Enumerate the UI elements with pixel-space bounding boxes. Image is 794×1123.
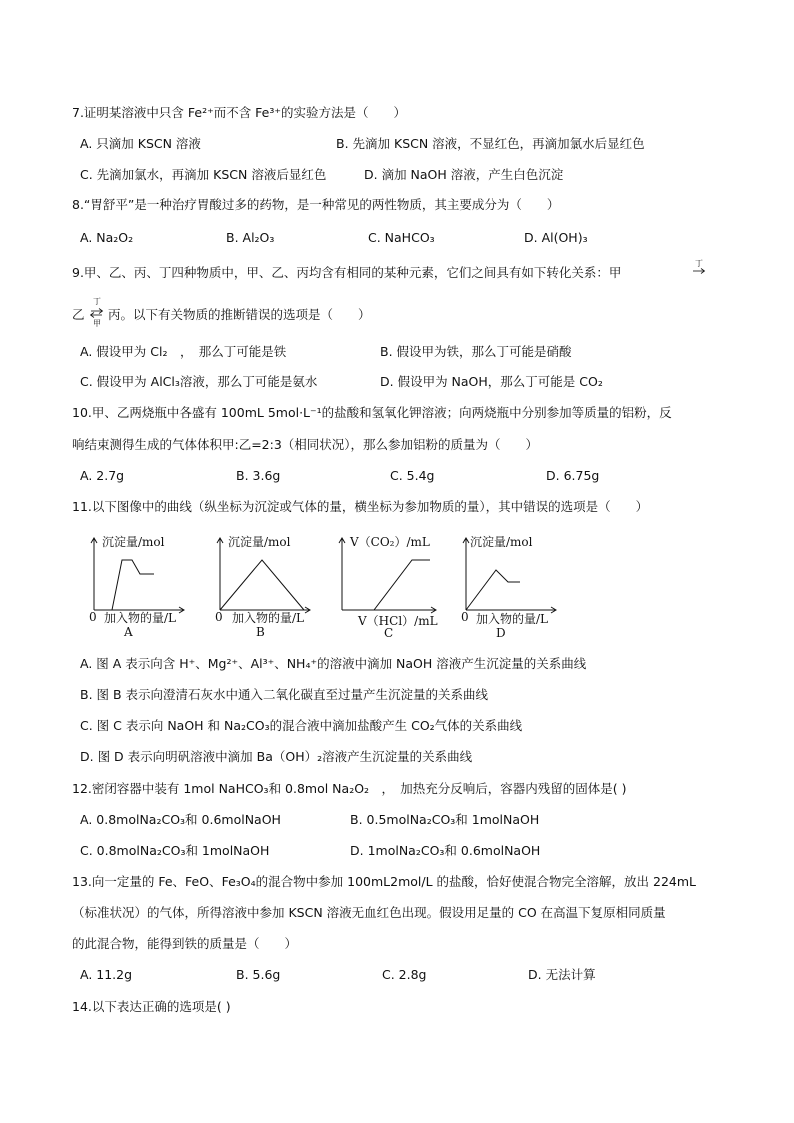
- arrow-1: [692, 258, 706, 280]
- q9-option-d: D. 假设甲为 NaOH，那么丁可能是 CO₂: [380, 374, 603, 389]
- q13-option-c: C. 2.8g: [382, 967, 427, 982]
- graph-c: [336, 530, 466, 642]
- q7-option-c: C. 先滴加氯水，再滴加 KSCN 溶液后显红色: [80, 167, 327, 182]
- graph-d-ylabel: 沉淀量/mol: [470, 535, 533, 549]
- graph-b-origin: 0: [215, 610, 223, 624]
- arrow-2-top-label: 丁: [93, 297, 101, 306]
- q8-option-b: B. Al₂O₃: [226, 230, 275, 245]
- arrow-2: [90, 296, 104, 332]
- graph-d: [456, 530, 586, 642]
- q10-option-c: C. 5.4g: [390, 468, 435, 483]
- q12-option-b: B. 0.5molNa₂CO₃和 1molNaOH: [350, 812, 540, 827]
- q12-option-d: D. 1molNa₂CO₃和 0.6molNaOH: [350, 843, 541, 858]
- q9-option-a: A. 假设甲为 Cl₂ ， 那么丁可能是铁: [80, 344, 287, 359]
- question-7-stem: 7.证明某溶液中只含 Fe²⁺而不含 Fe³⁺的实验方法是（ ）: [72, 105, 406, 120]
- graph-a-xlabel: 加入物的量/L: [104, 611, 177, 625]
- question-11-stem: 11.以下图像中的曲线（纵坐标为沉淀或气体的量，横坐标为参加物质的量），其中错误的选项是（ ）: [72, 499, 649, 514]
- graph-c-xlabel: V（HCl）/mL: [358, 614, 438, 628]
- q10-option-a: A. 2.7g: [80, 468, 125, 483]
- q8-option-a: A. Na₂O₂: [80, 230, 134, 245]
- q10-option-b: B. 3.6g: [236, 468, 281, 483]
- q13-option-a: A. 11.2g: [80, 967, 133, 982]
- graph-d-origin: 0: [461, 610, 469, 624]
- graph-b-ylabel: 沉淀量/mol: [228, 535, 291, 549]
- question-8-stem: 8.“胃舒平”是一种治疗胃酸过多的药物，是一种常见的两性物质，其主要成分为（ ）: [72, 197, 560, 212]
- graph-d-letter: D: [496, 626, 506, 640]
- question-13-stem-line2: （标准状况）的气体，所得溶液中参加 KSCN 溶液无血红色出现。假设用足量的 CO 在高温下复原相同质量: [72, 905, 666, 920]
- question-9-stem-line3: 丙。以下有关物质的推断错误的选项是（ ）: [108, 307, 371, 322]
- graph-c-letter: C: [384, 626, 394, 640]
- q11-option-d: D. 图 D 表示向明矾溶液中滴加 Ba（OH）₂溶液产生沉淀量的关系曲线: [80, 749, 473, 764]
- question-10-stem-line2: 响结束测得生成的气体体积甲:乙=2:3（相同状况），那么参加铝粉的质量为（ ）: [72, 437, 539, 452]
- question-13-stem-line1: 13.向一定量的 Fe、FeO、Fe₃O₄的混合物中参加 100mL2mol/L 的盐酸，恰好使混合物完全溶解，放出 224mL: [72, 874, 696, 889]
- q9-option-b: B. 假设甲为铁，那么丁可能是硝酸: [380, 344, 572, 359]
- q11-option-a: A. 图 A 表示向含 H⁺、Mg²⁺、Al³⁺、NH₄⁺的溶液中滴加 NaOH 溶液产生沉淀量的关系曲线: [80, 656, 587, 671]
- arrow-2-bottom-label: 甲: [93, 319, 101, 328]
- graph-d-xlabel: 加入物的量/L: [476, 612, 549, 626]
- q9-option-c: C. 假设甲为 AlCl₃溶液，那么丁可能是氨水: [80, 374, 318, 389]
- q11-option-b: B. 图 B 表示向澄清石灰水中通入二氧化碳直至过量产生沉淀量的关系曲线: [80, 687, 489, 702]
- q8-option-c: C. NaHCO₃: [368, 230, 435, 245]
- q7-option-b: B. 先滴加 KSCN 溶液，不显红色，再滴加氯水后显红色: [336, 136, 645, 151]
- graph-a-letter: A: [124, 625, 133, 639]
- q8-option-d: D. Al(OH)₃: [524, 230, 588, 245]
- question-10-stem-line1: 10.甲、乙两烧瓶中各盛有 100mL 5mol·L⁻¹的盐酸和氢氧化钾溶液；向两烧瓶中分别参加等质量的铝粉，反: [72, 405, 672, 420]
- question-9-stem-line1: 9.甲、乙、丙、丁四种物质中，甲、乙、丙均含有相同的某种元素，它们之间具有如下转化关系：甲: [72, 265, 622, 280]
- q12-option-a: A. 0.8molNa₂CO₃和 0.6molNaOH: [80, 812, 281, 827]
- q7-option-d: D. 滴加 NaOH 溶液，产生白色沉淀: [364, 167, 564, 182]
- arrow-1-top-label: 丁: [695, 259, 703, 268]
- graph-b-xlabel: 加入物的量/L: [232, 611, 305, 625]
- graph-a-origin: 0: [89, 610, 97, 624]
- graph-a-ylabel: 沉淀量/mol: [102, 535, 165, 549]
- q11-option-c: C. 图 C 表示向 NaOH 和 Na₂CO₃的混合液中滴加盐酸产生 CO₂气体的关系曲线: [80, 718, 523, 733]
- question-12-stem: 12.密闭容器中装有 1mol NaHCO₃和 0.8mol Na₂O₂ ， 加热充分反响后，容器内残留的固体是( ): [72, 781, 627, 796]
- q13-option-d: D. 无法计算: [528, 967, 596, 982]
- q12-option-c: C. 0.8molNa₂CO₃和 1molNaOH: [80, 843, 270, 858]
- graph-c-ylabel: V（CO₂）/mL: [350, 535, 430, 549]
- q13-option-b: B. 5.6g: [236, 967, 281, 982]
- graph-a: [84, 530, 214, 642]
- graph-b-letter: B: [256, 625, 265, 639]
- q7-option-a: A. 只滴加 KSCN 溶液: [80, 136, 201, 151]
- question-9-stem-line2: 乙: [72, 307, 85, 322]
- q10-option-d: D. 6.75g: [546, 468, 600, 483]
- question-14-stem: 14.以下表达正确的选项是( ): [72, 999, 231, 1014]
- graph-b: [210, 530, 340, 642]
- question-13-stem-line3: 的此混合物，能得到铁的质量是（ ）: [72, 936, 298, 951]
